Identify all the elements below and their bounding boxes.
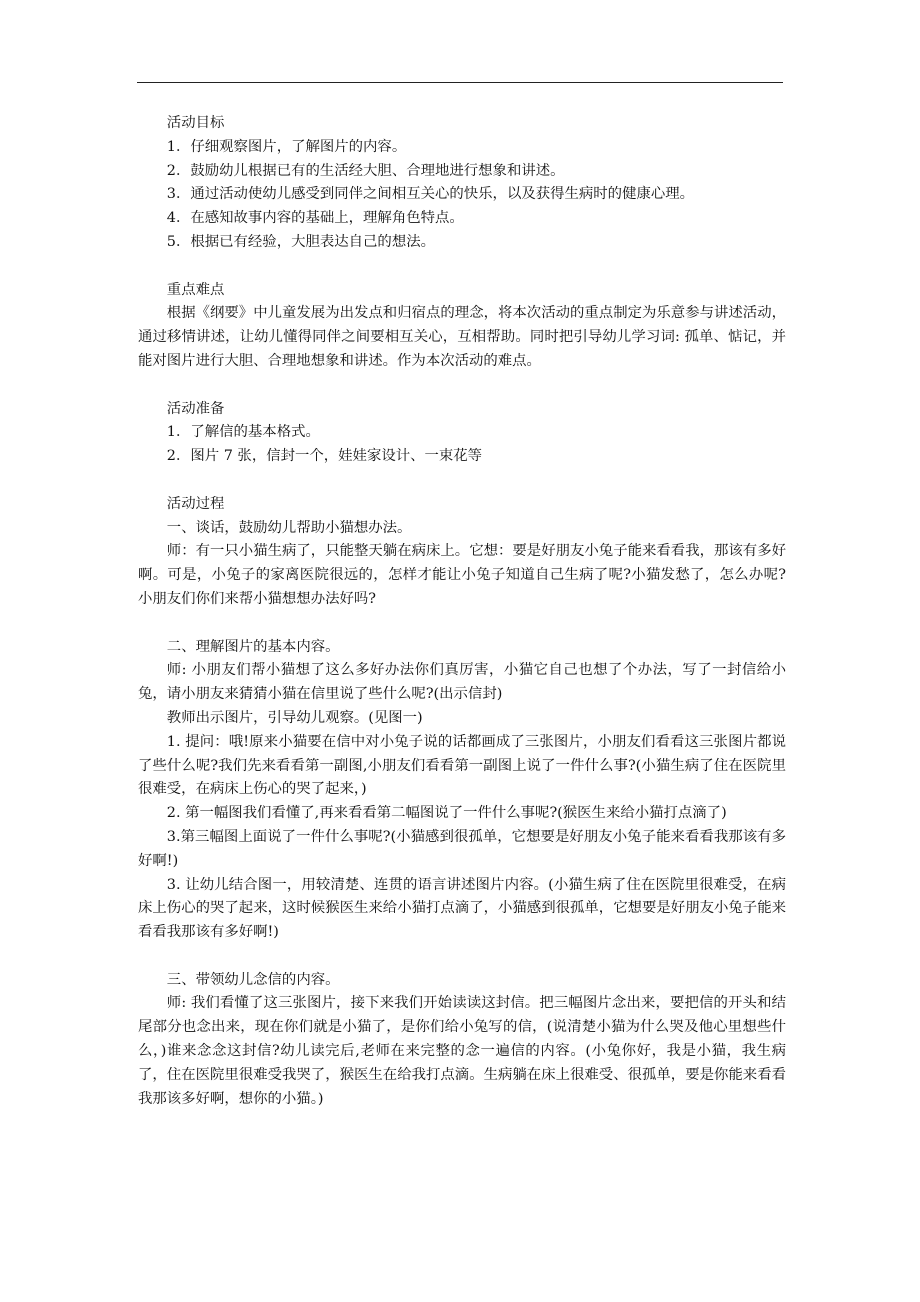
section-gap	[138, 255, 786, 279]
goal-item: 1．仔细观察图片，了解图片的内容。	[166, 138, 407, 155]
section-gap	[138, 945, 786, 969]
process-part1-paragraph: 师：有一只小猫生病了，只能整天躺在病床上。它想：要是好朋友小兔子能来看看我，那该有多好啊。可是，小兔子的家离医院很远的，怎样才能让小兔子知道自己生病了呢?小猫发愁了，怎么办呢?小朋友们你们来帮小猫想想办法好吗?	[138, 543, 786, 607]
goal-item: 4．在感知故事内容的基础上，理解角色特点。	[166, 210, 464, 227]
process-part2-paragraph: 师: 小朋友们帮小猫想了这么多好办法你们真厉害，小猫它自己也想了个办法，写了一封信给小兔，请小朋友来猜猜小猫在信里说了些什么呢?(出示信封)	[138, 662, 786, 703]
process-part2-paragraph: 2. 第一幅图我们看懂了,再来看看第二幅图说了一件什么事呢?(猴医生来给小猫打点滴了)	[166, 805, 727, 822]
section-gap	[138, 612, 786, 636]
goal-item: 3．通过活动使幼儿感受到同伴之间相互关心的快乐，以及获得生病时的健康心理。	[166, 186, 695, 203]
goal-item: 2．鼓励幼儿根据已有的生活经大胆、合理地进行想象和讲述。	[166, 162, 565, 179]
process-part2-paragraph: 教师出示图片，引导幼儿观察。(见图一)	[166, 709, 423, 726]
preparation-item: 1．了解信的基本格式。	[166, 424, 320, 441]
preparation-item: 2．图片 7 张，信封一个，娃娃家设计、一束花等	[166, 448, 483, 465]
section-gap	[138, 374, 786, 398]
process-part2-title: 二、理解图片的基本内容。	[166, 638, 340, 655]
goal-item: 5．根据已有经验，大胆表达自己的想法。	[166, 233, 435, 250]
process-part2-paragraph: 3. 让幼儿结合图一，用较清楚、连贯的语言讲述图片内容。(小猫生病了住在医院里很难受，在病床上伤心的哭了起来，这时候猴医生来给小猫打点滴了，小猫感到很孤单，它想要是好朋友小兔子能来看看我那该有多好啊!)	[138, 876, 786, 941]
process-part2-paragraph: 3.第三幅图上面说了一件什么事呢?(小猫感到很孤单，它想要是好朋友小兔子能来看看我那该有多好啊!)	[138, 828, 786, 869]
header-rule	[137, 82, 783, 83]
process-part3-paragraph: 师: 我们看懂了这三张图片，接下来我们开始读读这封信。把三幅图片念出来，要把信的开头和结尾部分也念出来，现在你们就是小猫了，是你们给小兔写的信，(说清楚小猫为什么哭及他心里想些什么，)谁来念念这封信?幼儿读完后,老师在来完整的念一遍信的内容。(小兔你好，我是小猫，我生病了，住在医院里很难受我哭了，猴医生在给我打点滴。生病躺在床上很难受、很孤单，要是你能来看看我那该多好啊，想你的小猫。)	[138, 995, 786, 1107]
process-part1-title: 一、谈话，鼓励幼儿帮助小猫想办法。	[166, 519, 412, 536]
process-part2-paragraph: 1. 提问：哦!原来小猫要在信中对小兔子说的话都画成了三张图片，小朋友们看看这三张图片都说了些什么呢?我们先来看看第一副图,小朋友们看看第一副图上说了一件什么事?(小猫生病了住在医院里很难受，在病床上伤心的哭了起来，)	[138, 733, 786, 798]
goals-heading: 活动目标	[166, 115, 225, 131]
process-part3-title: 三、带领幼儿念信的内容。	[166, 971, 340, 988]
key-points-heading: 重点难点	[166, 281, 225, 298]
key-points-paragraph: 根据《纲要》中儿童发展为出发点和归宿点的理念，将本次活动的重点制定为乐意参与讲述活动，通过移情讲述，让幼儿懂得同伴之间要相互关心，互相帮助。同时把引导幼儿学习词: 孤单、惦记，并能对图片进行大胆、合理地想象和讲述。作为本次活动的难点。	[138, 305, 786, 369]
section-gap	[138, 469, 786, 493]
process-heading: 活动过程	[166, 495, 225, 512]
document-body	[138, 112, 786, 1111]
preparation-heading: 活动准备	[166, 400, 225, 417]
